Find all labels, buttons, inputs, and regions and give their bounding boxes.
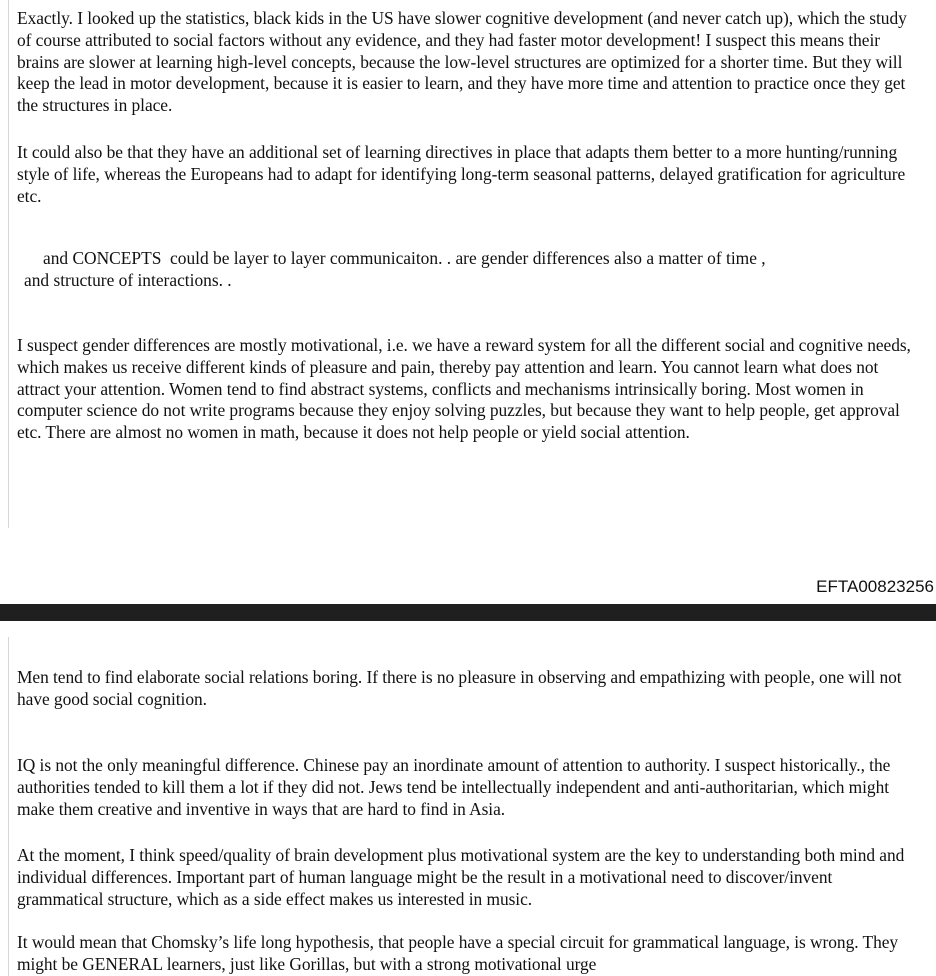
page-separator-bar bbox=[0, 604, 936, 621]
page-left-margin-rule bbox=[8, 637, 9, 976]
page-left-margin-rule bbox=[8, 0, 9, 528]
document-id-stamp: EFTA00823256 bbox=[816, 577, 934, 596]
paragraph-iq-difference: IQ is not the only meaningful difference. Chinese pay an inordinate amount of attention to authority. I suspect historically., the authorities tended to kill them a lot if they did not. Jews tend be intellectually independent and anti-authoritarian, which might make them creative and inventive in ways that are hard to find in Asia. bbox=[17, 755, 891, 819]
document-page-bottom bbox=[0, 621, 936, 976]
paragraph-gender-differences: I suspect gender differences are mostly motivational, i.e. we have a reward system for all the different social and cognitive needs, which makes us receive different kinds of pleasure and pain, thereby pay attention and learn. You cannot learn what does not attract your attention. Women tend to find abstract systems, conflicts and mechanisms intrinsically boring. Most women in computer science do not write programs because they enjoy solving puzzles, but because they want to help people, get approval etc. There are almost no women in math, because it does not help people or yield social attention. bbox=[17, 335, 911, 443]
paragraph-brain-development: At the moment, I think speed/quality of brain development plus motivational system are the key to understanding both mind and individual differences. Important part of human language might be the result in a motivational need to discover/invent grammatical structure, which as a side effect makes us interested in music. bbox=[17, 845, 905, 909]
indented-quote-line-1: and CONCEPTS could be layer to layer communicaiton. . are gender differences also a matter of time , bbox=[43, 248, 766, 268]
paragraph-development-statistics: Exactly. I looked up the statistics, black kids in the US have slower cognitive development (and never catch up), which the study of course attributed to social factors without any evidence, and they had faster motor development! I suspect this means their brains are slower at learning high-level concepts, because the low-level structures are optimized for a shorter time. But they will keep the lead in motor development, because it is easier to learn, and they have more time and attention to practice once they get the structures in place. bbox=[17, 8, 907, 116]
paragraph-learning-directives: It could also be that they have an additional set of learning directives in place that adapts them better to a more hunting/running style of life, whereas the Europeans had to adapt for identifying long-term seasonal patterns, delayed gratification for agriculture etc. bbox=[17, 142, 906, 206]
paragraph-chomsky-hypothesis: It would mean that Chomsky’s life long hypothesis, that people have a special circuit for grammatical language, is wrong. They might be GENERAL learners, just like Gorillas, but with a strong motivational urge bbox=[17, 932, 899, 974]
paragraph-social-relations: Men tend to find elaborate social relations boring. If there is no pleasure in observing and empathizing with people, one will not have good social cognition. bbox=[17, 667, 902, 709]
indented-quote-line-2: and structure of interactions. . bbox=[24, 270, 232, 290]
